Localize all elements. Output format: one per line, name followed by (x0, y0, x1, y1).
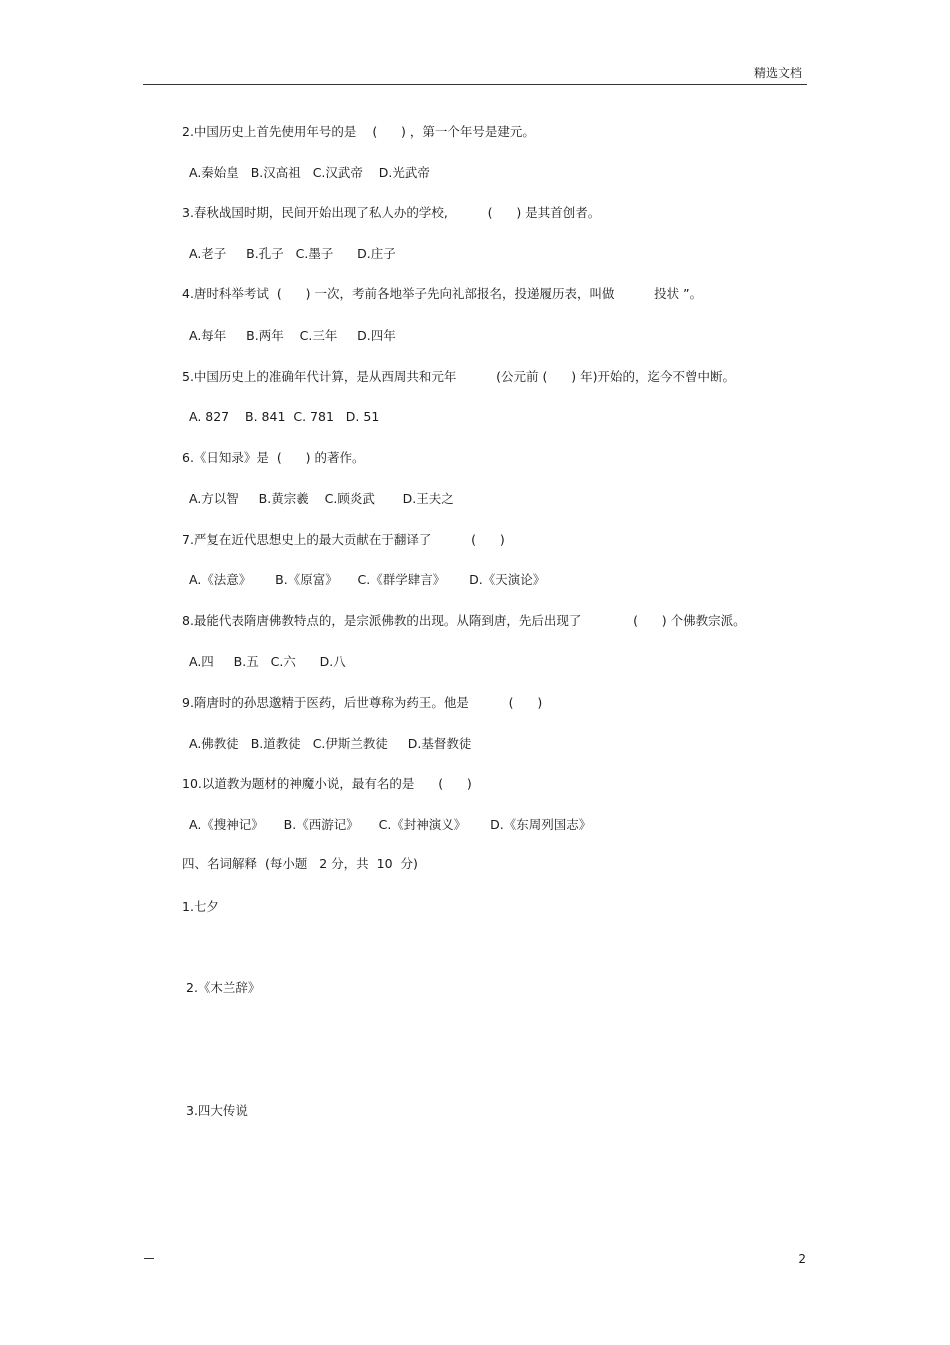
term-item: 2.《木兰辞》 (186, 980, 261, 995)
question-options: A.《法意》 B.《原富》 C.《群学肆言》 D.《天演论》 (189, 572, 546, 587)
question-options: A.方以智 B.黄宗羲 C.顾炎武 D.王夫之 (189, 491, 454, 506)
term-item: 3.四大传说 (186, 1103, 248, 1118)
question-stem: 4.唐时科举考试 ( ) 一次，考前各地举子先向礼部报名，投递履历表，叫做 投状 ”。 (182, 286, 703, 301)
question-stem: 8.最能代表隋唐佛教特点的，是宗派佛教的出现。从隋到唐，先后出现了 ( ) 个佛教宗派。 (182, 613, 746, 628)
question-stem: 6.《日知录》是 ( ) 的著作。 (182, 450, 365, 465)
footer-mark (144, 1258, 154, 1259)
term-item: 1.七夕 (182, 899, 219, 914)
question-stem: 9.隋唐时的孙思邈精于医药，后世尊称为药王。他是 ( ) (182, 695, 543, 710)
question-stem: 3.春秋战国时期，民间开始出现了私人办的学校, ( ) 是其首创者。 (182, 205, 601, 220)
question-options: A. 827 B. 841 C. 781 D. 51 (189, 409, 380, 424)
page-number: 2 (798, 1252, 806, 1266)
question-stem: 7.严复在近代思想史上的最大贡献在于翻译了 ( ) (182, 532, 505, 547)
question-options: A.《搜神记》 B.《西游记》 C.《封神演义》 D.《东周列国志》 (189, 817, 592, 832)
header-rule (143, 84, 807, 85)
question-stem: 5.中国历史上的准确年代计算，是从西周共和元年 (公元前 ( ) 年)开始的，迄今不曾中断。 (182, 369, 735, 384)
question-stem: 2.中国历史上首先使用年号的是 ( ) ，第一个年号是建元。 (182, 124, 535, 139)
question-options: A.每年 B.两年 C.三年 D.四年 (189, 328, 396, 343)
question-options: A.佛教徒 B.道教徒 C.伊斯兰教徒 D.基督教徒 (189, 736, 472, 751)
question-stem: 10.以道教为题材的神魔小说，最有名的是 ( ) (182, 776, 472, 791)
question-options: A.老子 B.孔子 C.墨子 D.庄子 (189, 246, 396, 261)
header-label: 精选文档 (753, 66, 802, 80)
section-title: 四、名词解释 (每小题 2 分，共 10 分) (182, 856, 418, 871)
question-options: A.四 B.五 C.六 D.八 (189, 654, 346, 669)
question-options: A.秦始皇 B.汉高祖 C.汉武帝 D.光武帝 (189, 165, 430, 180)
